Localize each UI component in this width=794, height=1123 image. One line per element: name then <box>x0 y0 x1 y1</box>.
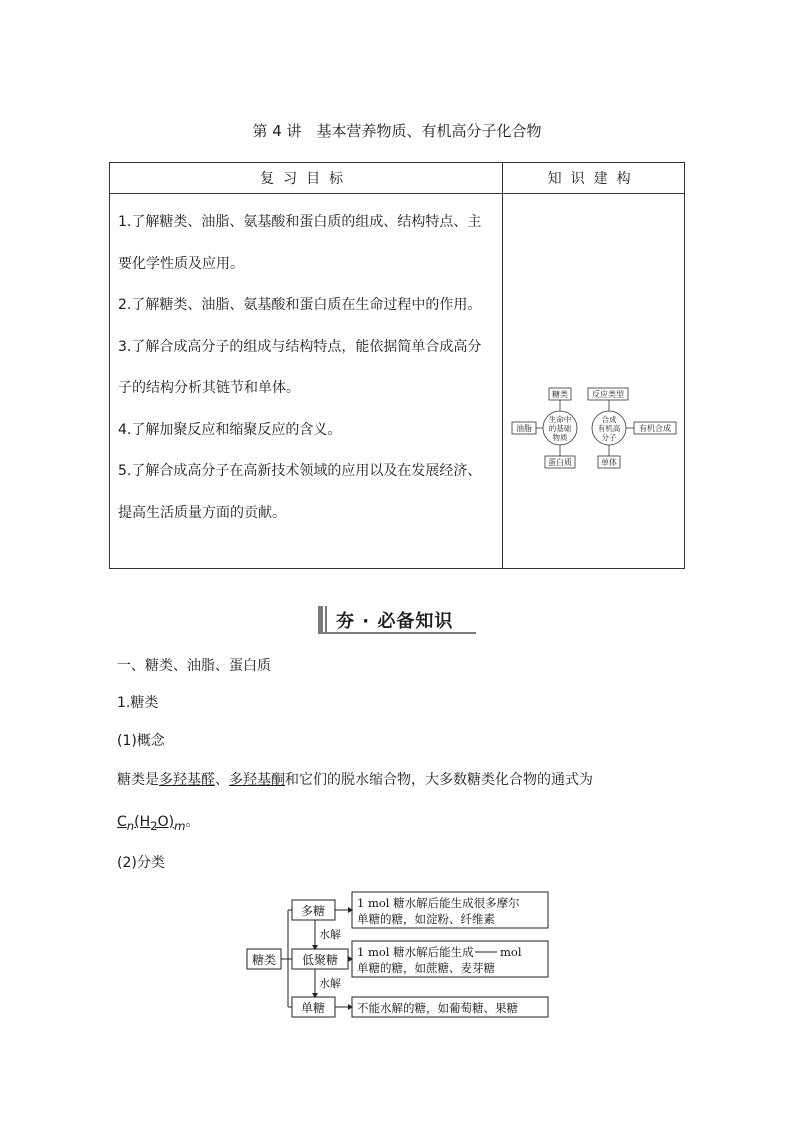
answer-underline: 多羟基醛 <box>159 772 215 788</box>
map-node-synthesis: 有机合成 <box>639 424 672 433</box>
goals-list <box>110 194 502 534</box>
map-circle-right: 合成有机高分子 <box>598 415 621 442</box>
concept-text: 糖类是 <box>117 772 159 788</box>
class-oligosaccharide: 低聚糖 <box>301 953 339 967</box>
answer-underline: 多羟基酮 <box>229 772 285 788</box>
hydrolysis-label: 水解 <box>319 928 341 941</box>
concept-text: 和它们的脱水缩合物，大多数糖类化合物的通式为 <box>285 772 593 788</box>
map-header: 知识建构 <box>503 163 685 194</box>
subheading-sugar: 1.糖类 <box>117 695 159 711</box>
map-node-fat: 油脂 <box>516 424 533 433</box>
class-root: 糖类 <box>251 953 277 967</box>
goal-item: 4.了解加聚反应和缩聚反应的含义。 <box>118 421 342 438</box>
subheading-classification: (2)分类 <box>117 855 165 871</box>
map-node-sugar: 糖类 <box>552 390 569 399</box>
section-banner <box>318 606 476 632</box>
map-circle-left: 生命中的基础物质 <box>549 415 572 442</box>
class-polysaccharide: 多糖 <box>300 904 326 918</box>
banner-underline <box>318 632 476 634</box>
classification-diagram <box>245 890 555 1020</box>
class-monosaccharide: 单糖 <box>300 1001 326 1015</box>
objectives-table <box>109 162 685 569</box>
oligo-desc-unit: mol <box>500 945 522 959</box>
subheading-concept: (1)概念 <box>117 733 165 749</box>
section-heading: 一、糖类、油脂、蛋白质 <box>117 658 271 674</box>
concept-paragraph <box>117 769 687 789</box>
map-node-reaction: 反应类型 <box>592 390 625 399</box>
knowledge-map <box>503 194 684 568</box>
general-formula: $C_n(H_2O)_m$ <box>117 814 186 833</box>
goal-item: 5.了解合成高分子在高新技术领域的应用以及在发展经济、提高生活质量方面的贡献。 <box>118 463 482 521</box>
goals-header: 复习目标 <box>110 163 503 194</box>
banner-bar-icon <box>325 606 327 632</box>
concept-text: 、 <box>215 772 229 788</box>
poly-desc: 单糖的糖，如淀粉、纤维素 <box>357 912 495 926</box>
oligo-desc: 单糖的糖，如蔗糖、麦芽糖 <box>357 961 495 975</box>
goal-item: 3.了解合成高分子的组成与结构特点，能依据简单合成高分子的结构分析其链节和单体。 <box>118 338 482 396</box>
banner-title: 夯 · 必备知识 <box>336 611 454 632</box>
oligo-desc: 1 mol 糖水解后能生成 <box>357 945 474 959</box>
poly-desc: 1 mol 糖水解后能生成很多摩尔 <box>357 896 520 910</box>
map-node-protein: 蛋白质 <box>548 458 573 467</box>
mono-desc: 不能水解的糖，如葡萄糖、果糖 <box>357 1001 518 1015</box>
formula-line: $C_n(H_2O)_m$。 <box>117 814 200 833</box>
banner-bar-icon <box>318 606 323 632</box>
hydrolysis-label: 水解 <box>319 977 341 990</box>
goal-item: 1.了解糖类、油脂、氨基酸和蛋白质的组成、结构特点、主要化学性质及应用。 <box>118 214 482 272</box>
map-node-monomer: 单体 <box>601 458 618 467</box>
page-title: 第 4 讲 基本营养物质、有机高分子化合物 <box>252 122 542 140</box>
goal-item: 2.了解糖类、油脂、氨基酸和蛋白质在生命过程中的作用。 <box>118 297 482 313</box>
